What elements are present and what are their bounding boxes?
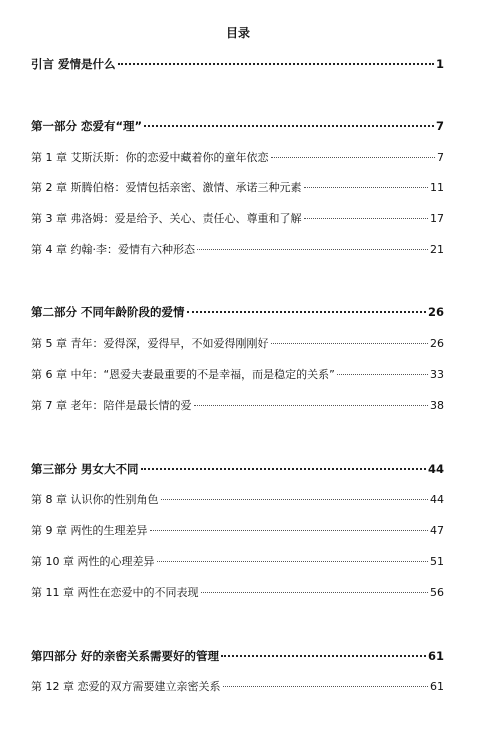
toc-entry-page: 38 bbox=[430, 399, 444, 412]
dot-leader bbox=[304, 187, 429, 188]
toc-entry-text: 第四部分 好的亲密关系需要好的管理 bbox=[31, 649, 220, 663]
dot-leader bbox=[271, 157, 436, 158]
toc-entry-chapter-5[interactable] bbox=[31, 337, 444, 351]
toc-entry-page: 56 bbox=[430, 586, 444, 599]
toc-entry-text: 第 1 章 艾斯沃斯：你的恋爱中藏着你的童年依恋 bbox=[31, 151, 269, 164]
toc-entry-page: 47 bbox=[430, 524, 444, 537]
toc-entry-text: 第 12 章 恋爱的双方需要建立亲密关系 bbox=[31, 680, 221, 693]
dot-leader bbox=[187, 311, 426, 313]
toc-entry-page: 1 bbox=[435, 57, 444, 71]
toc-entry-page: 26 bbox=[427, 305, 444, 319]
toc-entry-chapter-4[interactable] bbox=[31, 243, 444, 257]
dot-leader bbox=[144, 125, 434, 127]
toc-entry-chapter-2[interactable] bbox=[31, 181, 444, 195]
toc-entry-chapter-8[interactable] bbox=[31, 493, 444, 507]
toc-entry-page: 17 bbox=[430, 212, 444, 225]
toc-entry-intro[interactable] bbox=[31, 57, 444, 71]
toc-entry-text: 引言 爱情是什么 bbox=[31, 57, 116, 71]
toc-entry-chapter-12[interactable] bbox=[31, 680, 444, 694]
toc-entry-chapter-6[interactable] bbox=[31, 368, 444, 382]
toc-entry-text: 第 8 章 认识你的性别角色 bbox=[31, 493, 159, 506]
toc-entry-part-4[interactable] bbox=[31, 649, 444, 663]
dot-leader bbox=[223, 686, 429, 687]
dot-leader bbox=[118, 63, 434, 65]
dot-leader bbox=[141, 468, 426, 470]
toc-entry-text: 第 3 章 弗洛姆：爱是给予、关心、责任心、尊重和了解 bbox=[31, 212, 302, 225]
toc-entry-chapter-10[interactable] bbox=[31, 555, 444, 569]
dot-leader bbox=[304, 218, 429, 219]
toc-entry-page: 44 bbox=[427, 462, 444, 476]
toc-entry-page: 7 bbox=[437, 151, 444, 164]
toc-entry-page: 33 bbox=[430, 368, 444, 381]
toc-entry-text: 第 4 章 约翰·李：爱情有六种形态 bbox=[31, 243, 195, 256]
dot-leader bbox=[161, 499, 429, 500]
toc-entry-page: 51 bbox=[430, 555, 444, 568]
toc-entry-text: 第二部分 不同年龄阶段的爱情 bbox=[31, 305, 185, 319]
toc-entry-chapter-1[interactable] bbox=[31, 151, 444, 165]
toc-entry-page: 21 bbox=[430, 243, 444, 256]
dot-leader bbox=[337, 374, 428, 375]
toc-title: 目录 bbox=[225, 26, 250, 40]
toc-entry-chapter-7[interactable] bbox=[31, 399, 444, 413]
toc-entry-text: 第 10 章 两性的心理差异 bbox=[31, 555, 155, 568]
toc-entry-text: 第一部分 恋爱有“理” bbox=[31, 119, 143, 133]
toc-entry-page: 61 bbox=[430, 680, 444, 693]
toc-entry-text: 第 7 章 老年：陪伴是最长情的爱 bbox=[31, 399, 192, 412]
toc-entry-page: 26 bbox=[430, 337, 444, 350]
toc-entry-chapter-9[interactable] bbox=[31, 524, 444, 538]
toc-entry-part-2[interactable] bbox=[31, 305, 444, 319]
toc-entry-text: 第三部分 男女大不同 bbox=[31, 462, 139, 476]
dot-leader bbox=[271, 343, 429, 344]
dot-leader bbox=[201, 592, 429, 593]
toc-entry-page: 7 bbox=[435, 119, 444, 133]
dot-leader bbox=[221, 655, 426, 657]
toc-entry-text: 第 11 章 两性在恋爱中的不同表现 bbox=[31, 586, 199, 599]
toc-entry-text: 第 5 章 青年：爱得深，爱得早，不如爱得刚刚好 bbox=[31, 337, 269, 350]
toc-entry-page: 61 bbox=[427, 649, 444, 663]
toc-entry-chapter-11[interactable] bbox=[31, 586, 444, 600]
dot-leader bbox=[194, 405, 429, 406]
toc-entry-chapter-3[interactable] bbox=[31, 212, 444, 226]
dot-leader bbox=[197, 249, 428, 250]
toc-entry-part-1[interactable] bbox=[31, 119, 444, 133]
dot-leader bbox=[150, 530, 429, 531]
toc-entry-text: 第 6 章 中年：“恩爱夫妻最重要的不是幸福，而是稳定的关系” bbox=[31, 368, 335, 381]
toc-entry-page: 11 bbox=[430, 181, 444, 194]
toc-entry-part-3[interactable] bbox=[31, 462, 444, 476]
toc-entry-page: 44 bbox=[430, 493, 444, 506]
toc-entry-text: 第 9 章 两性的生理差异 bbox=[31, 524, 148, 537]
toc-entry-text: 第 2 章 斯腾伯格：爱情包括亲密、激情、承诺三种元素 bbox=[31, 181, 302, 194]
dot-leader bbox=[157, 561, 429, 562]
